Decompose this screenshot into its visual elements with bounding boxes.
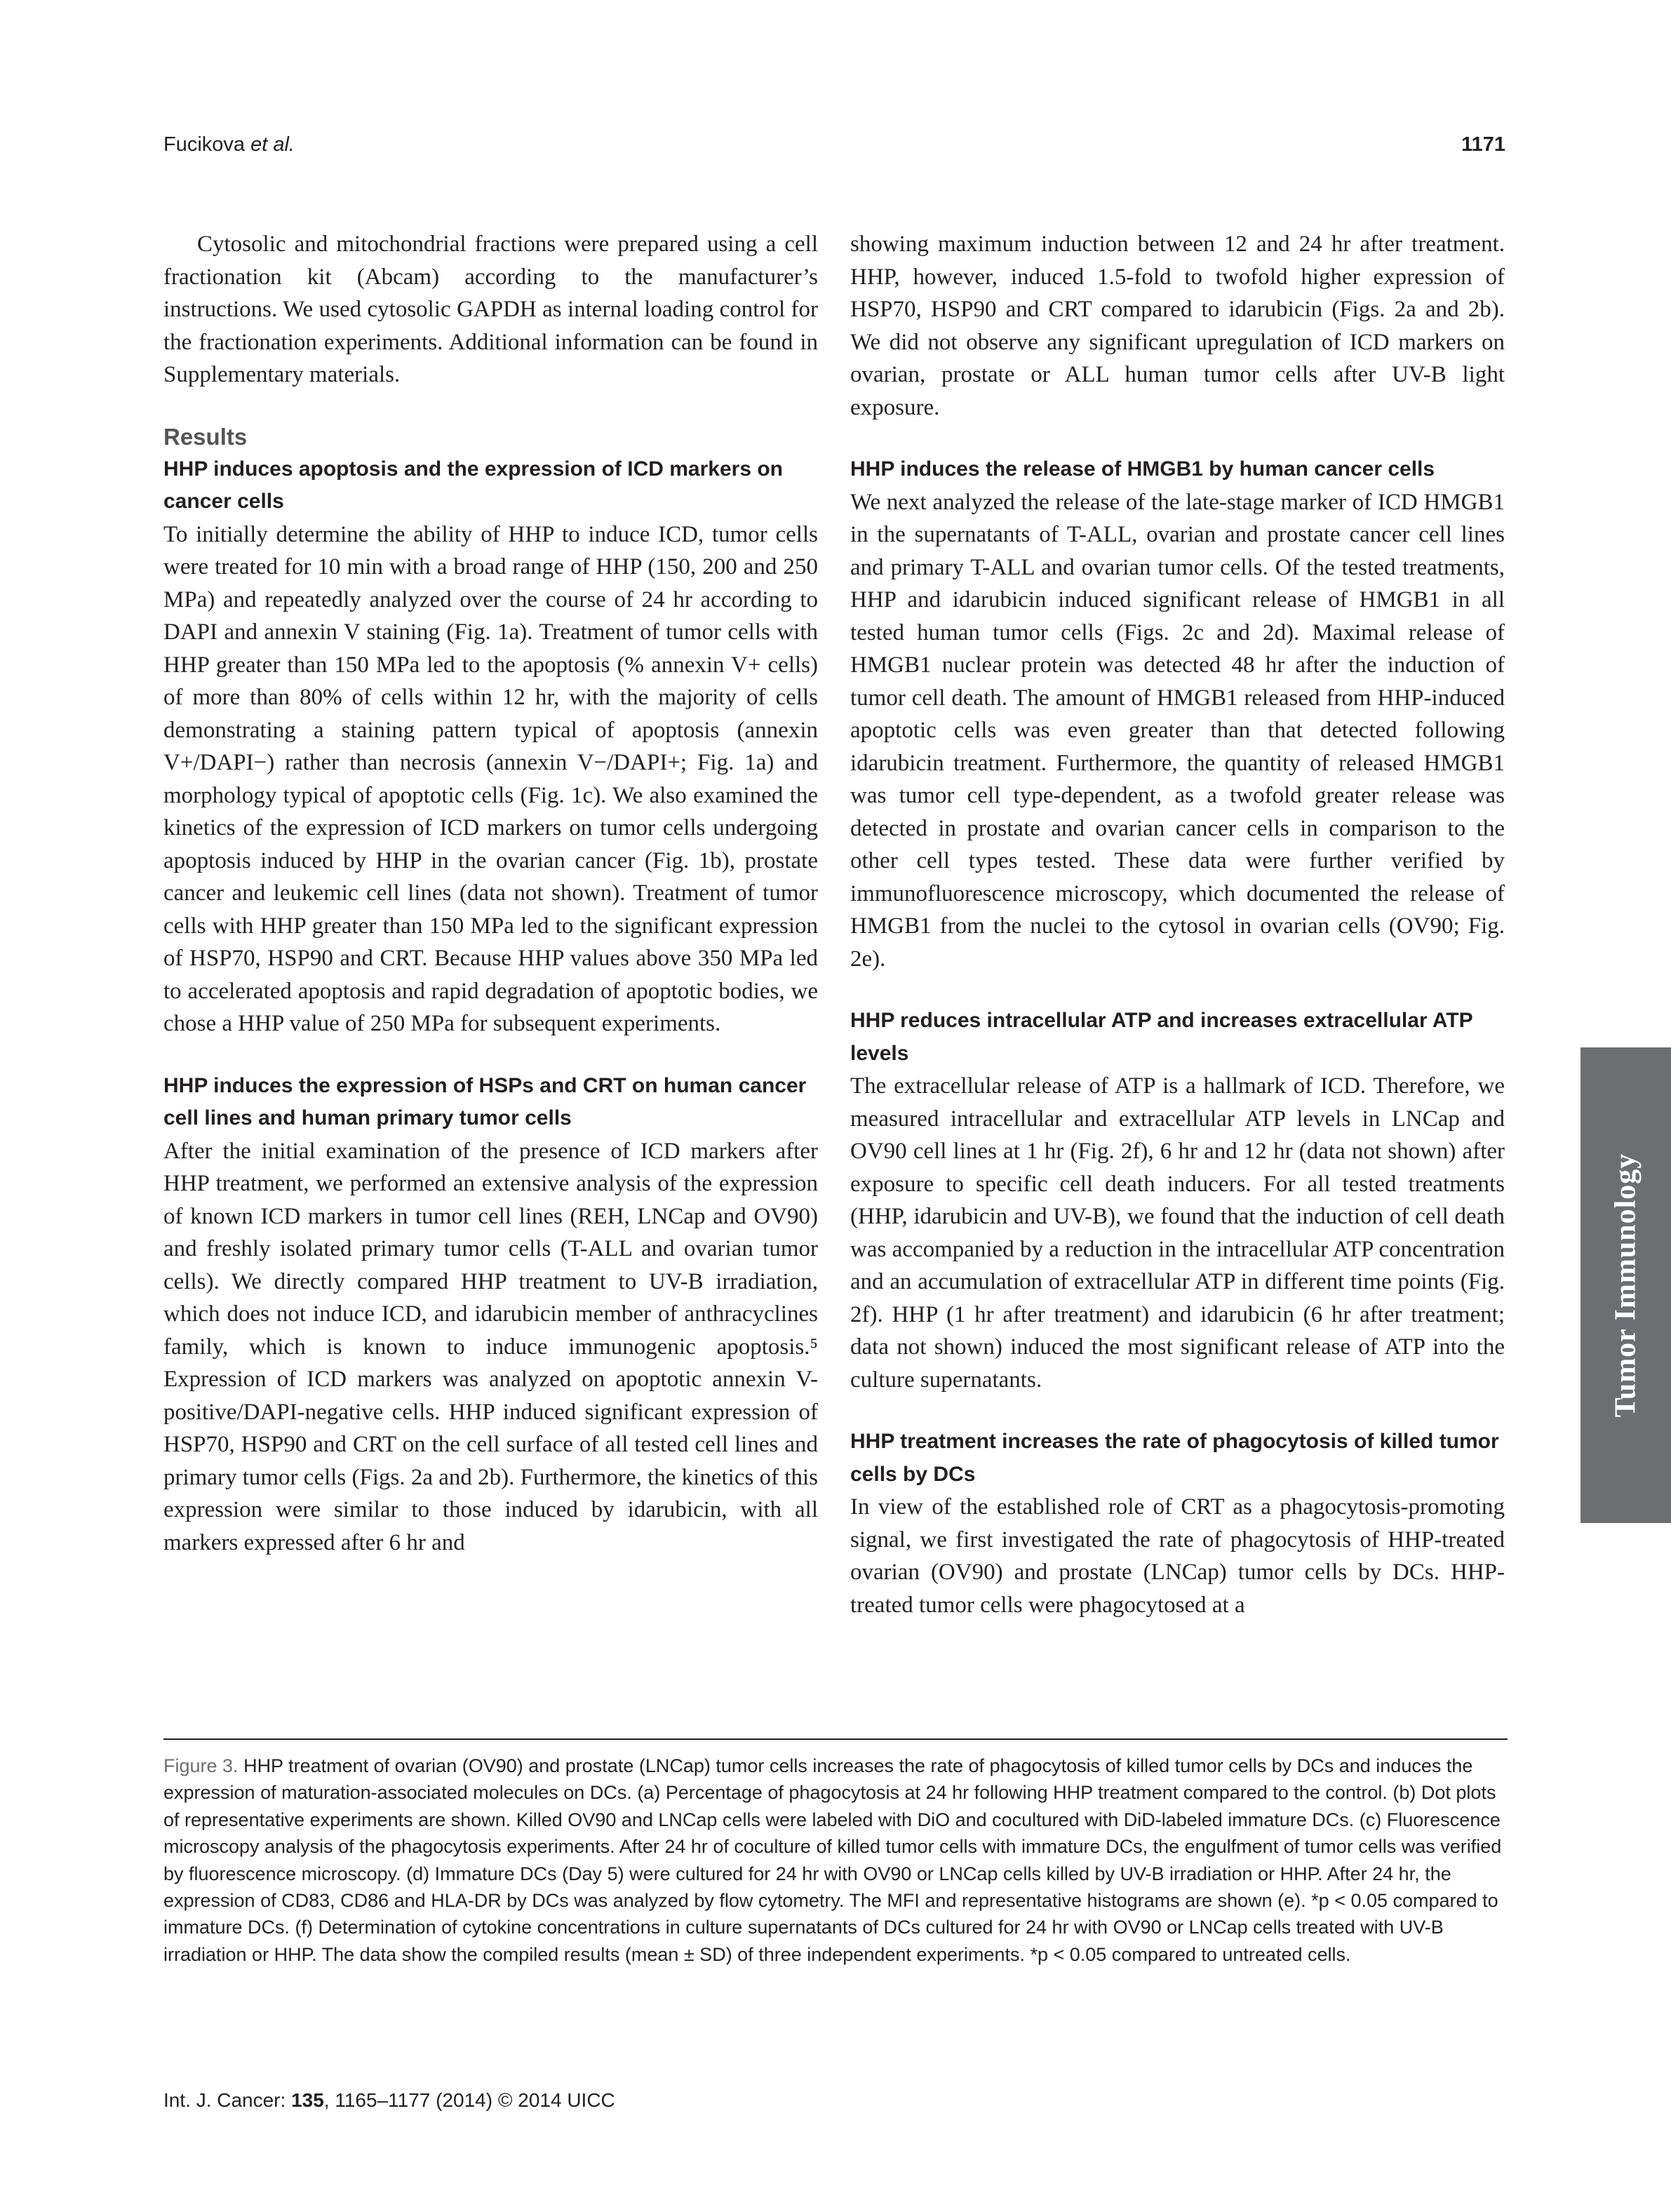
running-header-authors xyxy=(163,133,295,156)
right-column xyxy=(850,228,1505,1621)
side-tab-label: Tumor Immunology xyxy=(1609,1153,1642,1418)
section-side-tab xyxy=(1581,1047,1671,1523)
subheading-apoptosis: HHP induces apoptosis and the expression of ICD markers on cancer cells xyxy=(163,457,783,513)
paragraph-apoptosis: To initially determine the ability of HHP to induce ICD, tumor cells were treated for 10 min with a broad range of HHP (150, 200 and 250 MPa) and repeatedly analyzed over the course of 24 hr according to DAPI and annexin V staining (Fig. 1a). Treatment of tumor cells with HHP greater than 150 MPa led to the apoptosis (% annexin V+ cells) of more than 80% of cells within 12 hr, with the majority of cells demonstrating a staining pattern typical of apoptosis (annexin V+/DAPI−) rather than necrosis (annexin V−/DAPI+; Fig. 1a) and morphology typical of apoptotic cells (Fig. 1c). We also examined the kinetics of the expression of ICD markers on tumor cells undergoing apoptosis induced by HHP in the ovarian cancer (Fig. 1b), prostate cancer and leukemic cell lines (data not shown). Treatment of tumor cells with HHP greater than 150 MPa led to the significant expression of HSP70, HSP90 and CRT. Because HHP values above 350 MPa led to accelerated apoptosis and rapid degradation of apoptotic bodies, we chose a HHP value of 250 MPa for subsequent experiments. xyxy=(163,521,818,1036)
paragraph-phagocytosis: In view of the established role of CRT as a phagocytosis-promoting signal, we first investigated the rate of phagocytosis of HHP-treated ovarian (OV90) and prostate (LNCap) tumor cells by DCs. HHP-treated tumor cells were phagocytosed at a xyxy=(850,1494,1505,1618)
paragraph-hsps-crt: After the initial examination of the presence of ICD markers after HHP treatment, we performed an extensive analysis of the expression of known ICD markers in tumor cell lines (REH, LNCap and OV90) and freshly isolated primary tumor cells (T-ALL and ovarian tumor cells). We directly compared HHP treatment to UV-B irradiation, which does not induce ICD, and idarubicin member of anthracyclines family, which is known to induce immunogenic apoptosis.⁵ Expression of ICD markers was analyzed on apoptotic annexin V-positive/DAPI-negative cells. HHP induced significant expression of HSP70, HSP90 and CRT on the cell surface of all tested cell lines and primary tumor cells (Figs. 2a and 2b). Furthermore, the kinetics of this expression were similar to those induced by idarubicin, with all markers expressed after 6 hr and xyxy=(163,1138,818,1555)
subheading-hsps-crt: HHP induces the expression of HSPs and CRT on human cancer cell lines and human primary tumor cells xyxy=(163,1073,807,1130)
header-authors: Fucikova xyxy=(163,133,251,156)
results-heading: Results xyxy=(163,423,248,450)
paragraph-atp: The extracellular release of ATP is a hallmark of ICD. Therefore, we measured intracellular and extracellular ATP levels in LNCap and OV90 cell lines at 1 hr (Fig. 2f), 6 hr and 12 hr (data not shown) after exposure to specific cell death inducers. For all tested treatments (HHP, idarubicin and UV-B), we found that the induction of cell death was accompanied by a reduction in the intracellular ATP concentration and an accumulation of extracellular ATP in different time points (Fig. 2f). HHP (1 hr after treatment) and idarubicin (6 hr after treatment; data not shown) induced the most significant release of ATP into the culture supernatants. xyxy=(850,1073,1505,1393)
figure-caption xyxy=(163,1752,1508,1968)
footer-volume: 135 xyxy=(291,2089,324,2111)
methods-paragraph: Cytosolic and mitochondrial fractions were prepared using a cell fractionation kit (Abcam) according to the manufacturer’s instructions. We used cytosolic GAPDH as internal loading control for the fractionation experiments. Additional information can be found in Supplementary materials. xyxy=(163,232,818,387)
left-column xyxy=(163,228,818,1559)
subheading-phagocytosis: HHP treatment increases the rate of phagocytosis of killed tumor cells by DCs xyxy=(850,1430,1499,1486)
paragraph-hmgb1: We next analyzed the release of the late-stage marker of ICD HMGB1 in the supernatants of T-ALL, ovarian and prostate cancer cell lines and primary T-ALL and ovarian tumor cells. Of the tested treatments, HHP and idarubicin induced significant release of HMGB1 in all tested human tumor cells (Figs. 2c and 2d). Maximal release of HMGB1 nuclear protein was detected 48 hr after the induction of tumor cell death. The amount of HMGB1 released from HHP-induced apoptotic cells was even greater than that detected following idarubicin treatment. Furthermore, the quantity of released HMGB1 was tumor cell type-dependent, as a twofold greater release was detected in prostate and ovarian cancer cells in comparison to the other cell types tested. These data were further verified by immunofluorescence microscopy, which documented the release of HMGB1 from the nuclei to the cytosol in ovarian cells (OV90; Fig. 2e). xyxy=(850,489,1505,972)
subheading-hmgb1: HHP induces the release of HMGB1 by human cancer cells xyxy=(850,457,1435,481)
page-footer xyxy=(163,2089,615,2112)
caption-text: HHP treatment of ovarian (OV90) and prostate (LNCap) tumor cells increases the rate of phagocytosis of killed tumor cells by DCs and induces the expression of maturation-associated molecules on DCs. (a) Percentage of phagocytosis at 24 hr following HHP treatment compared to the control. (b) Dot plots of representative experiments are shown. Killed OV90 and LNCap cells were labeled with DiO and cocultured with DiD-labeled immature DCs. (c) Fluorescence microscopy analysis of the phagocytosis experiments. After 24 hr of coculture of killed tumor cells with immature DCs, the engulfment of tumor cells was verified by fluorescence microscopy. (d) Immature DCs (Day 5) were cultured for 24 hr with OV90 or LNCap cells killed by UV-B irradiation or HHP. After 24 hr, the expression of CD83, CD86 and HLA-DR by DCs was analyzed by flow cytometry. The MFI and representative histograms are shown (e). *p < 0.05 compared to immature DCs. (f) Determination of cytokine concentrations in culture supernatants of DCs cultured for 24 hr with OV90 or LNCap cells treated with UV-B irradiation or HHP. The data show the compiled results (mean ± SD) of three independent experiments. *p < 0.05 compared to untreated cells. xyxy=(163,1755,1502,1965)
footer-journal: Int. J. Cancer: xyxy=(163,2089,292,2111)
page-number: 1171 xyxy=(1461,133,1505,156)
caption-divider xyxy=(163,1738,1508,1740)
subheading-atp: HHP reduces intracellular ATP and increases extracellular ATP levels xyxy=(850,1009,1473,1065)
footer-pages: , 1165–1177 (2014) © 2014 UICC xyxy=(323,2089,615,2111)
paragraph-continued: showing maximum induction between 12 and 24 hr after treatment. HHP, however, induced 1.5-fold to twofold higher expression of HSP70, HSP90 and CRT compared to idarubicin (Figs. 2a and 2b). We did not observe any significant upregulation of ICD markers on ovarian, prostate or ALL human tumor cells after UV-B light exposure. xyxy=(850,232,1505,420)
header-etal: et al. xyxy=(250,133,295,156)
caption-label: Figure 3. xyxy=(163,1755,239,1776)
